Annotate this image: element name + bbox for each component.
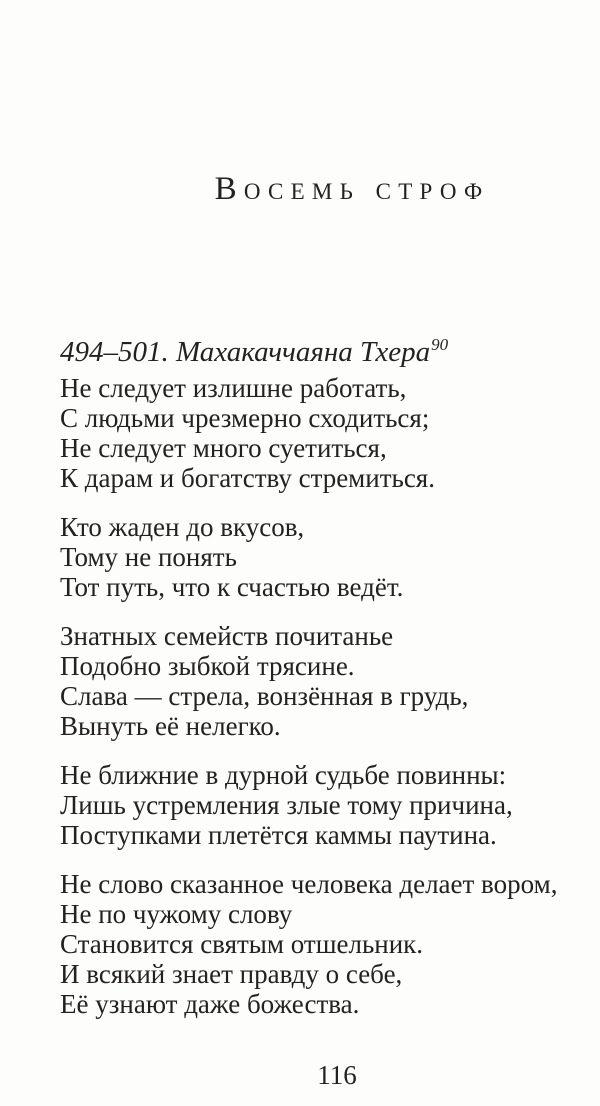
stanza-4 bbox=[60, 760, 570, 850]
verse-line: Тому не понять bbox=[60, 542, 237, 572]
verse-line: Поступками плетётся каммы паутина. bbox=[60, 820, 497, 850]
stanza-5 bbox=[60, 869, 570, 1019]
chapter-title: Восемь строф bbox=[214, 171, 490, 207]
verse-line: Подобно зыбкой трясине. bbox=[60, 651, 355, 681]
verse-line: Не ближние в дурной судьбе повинны: bbox=[60, 760, 507, 790]
page-number: 116 bbox=[317, 1060, 357, 1090]
verse-line: Не по чужому слову bbox=[60, 899, 293, 929]
verse-line: К дарам и богатству стремиться. bbox=[60, 463, 435, 493]
section-heading bbox=[60, 334, 570, 370]
stanza-1 bbox=[60, 373, 570, 493]
verse-line: Не следует излишне работать, bbox=[60, 373, 407, 403]
verse-line: С людьми чрезмерно сходиться; bbox=[60, 403, 430, 433]
verse-line: Лишь устремления злые тому причина, bbox=[60, 790, 513, 820]
verse-line: Становится святым отшельник. bbox=[60, 929, 424, 959]
verse-line: Кто жаден до вкусов, bbox=[60, 512, 305, 542]
verse-line: Слава — стрела, вонзённая в грудь, bbox=[60, 681, 469, 711]
verse-line: Вынуть её нелегко. bbox=[60, 711, 281, 741]
footnote-reference: 90 bbox=[431, 335, 449, 355]
stanza-3 bbox=[60, 621, 570, 741]
verse-line: Не следует много суетиться, bbox=[60, 433, 387, 463]
verse-line: Её узнают даже божества. bbox=[60, 989, 360, 1019]
verse-line: Не слово сказанное человека делает вором, bbox=[60, 869, 558, 899]
verse-line: И всякий знает правду о себе, bbox=[60, 959, 403, 989]
verse-line: Тот путь, что к счастью ведёт. bbox=[60, 572, 404, 602]
verse-line: Знатных семейств почитанье bbox=[60, 621, 394, 651]
stanza-2 bbox=[60, 512, 570, 602]
section-heading-text: 494–501. Махакаччаяна Тхера bbox=[60, 336, 431, 368]
